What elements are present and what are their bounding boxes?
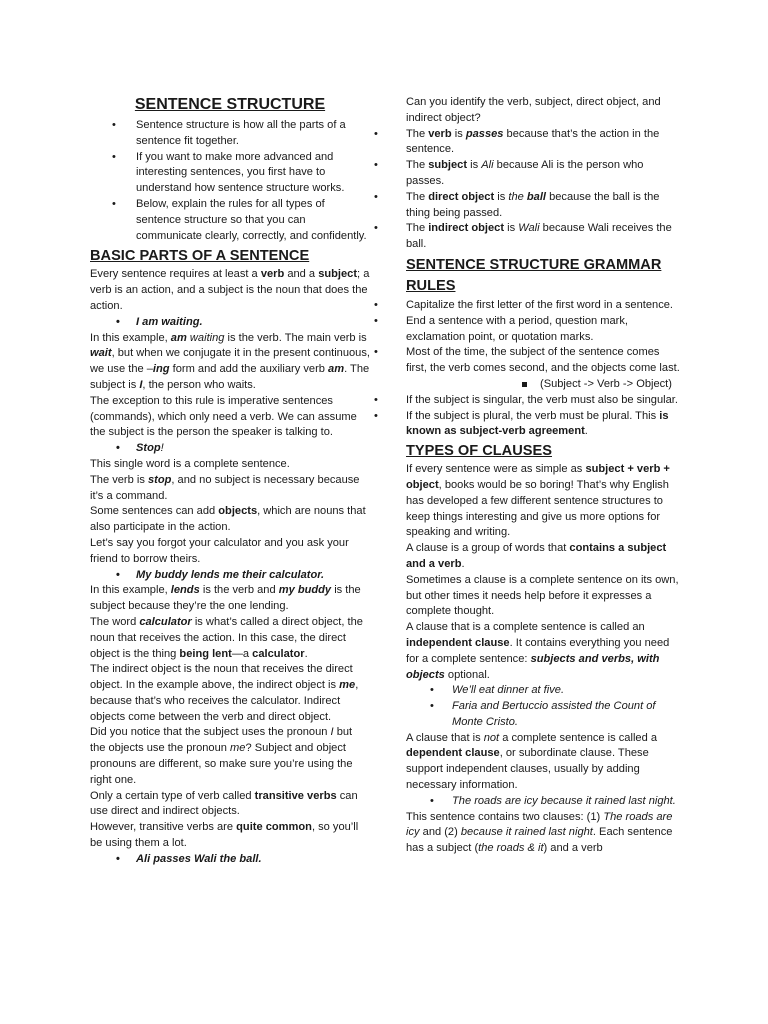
clauses-heading: TYPES OF CLAUSES: [406, 443, 552, 460]
paragraph-common: However, transitive verbs are quite common, so you’ll be using them a lot.: [90, 821, 359, 850]
paragraph-single-word: This single word is a complete sentence.: [90, 457, 290, 470]
paragraph-imperative: The exception to this rule is imperative sentences (commands), which only need a verb. We can assume the subject is the person the speaker is talking to.: [90, 394, 357, 439]
example-stop: • Stop!: [90, 441, 370, 457]
paragraph-two-clauses: This sentence contains two clauses: (1) The roads are icy and (2) because it rained last night. Each sentence has a subject (the roads & it) and a verb: [406, 810, 673, 855]
paragraph-calculator-setup: Let’s say you forgot your calculator and you ask your friend to borrow theirs.: [90, 536, 349, 565]
right-column: [406, 95, 682, 857]
paragraph-lends: In this example, lends is the verb and my buddy is the subject because they’re the one lending.: [90, 584, 361, 613]
intro-list: [90, 118, 370, 244]
rule-word-order: • Most of the time, the subject of the sentence comes first, the verb comes second, and the objects come last.: [374, 345, 682, 377]
paragraph-direct-object: The word calculator is what’s called a direct object, the noun that receives the action. In this case, the direct object is the thing being lent—a calculator.: [90, 615, 363, 660]
paragraph-independent-clause: A clause that is a complete sentence is called an independent clause. It contains everything you need for a complete sentence: subjects and verbs, with objects optional.: [406, 621, 670, 681]
example-i-am-waiting: • I am waiting.: [90, 315, 370, 331]
example-list-3: [90, 568, 370, 584]
paragraph-pronouns: Did you notice that the subject uses the pronoun I but the objects use the pronoun me? Subject and object pronouns are different, so make sure you’re using the right one.: [90, 726, 353, 786]
independent-examples: [406, 683, 682, 730]
answers-list: [374, 127, 682, 253]
paragraph-dependent-clause: A clause that is not a complete sentence is called a dependent clause, or subordinate clause. These support independent clauses, usually by adding necessary information.: [406, 731, 657, 792]
order-note: (Subject -> Verb -> Object): [406, 377, 682, 393]
paragraph-transitive: Only a certain type of verb called transitive verbs can use direct and indirect objects.: [90, 789, 358, 818]
answer-indirect-object: • The indirect object is Wali because Wali receives the ball.: [374, 221, 682, 253]
answer-direct-object: • The direct object is the ball because the ball is the thing being passed.: [374, 190, 682, 222]
rule-capitalize: • Capitalize the first letter of the first word in a sentence.: [374, 298, 682, 314]
answer-verb: • The verb is passes because that’s the action in the sentence.: [374, 127, 682, 159]
rule-plural: • If the subject is plural, the verb must be plural. This is known as subject-verb agreement.: [374, 409, 682, 441]
intro-bullet-1: • Sentence structure is how all the parts of a sentence fit together.: [90, 118, 370, 150]
rule-end-punctuation: • End a sentence with a period, question mark, exclamation point, or quotation marks.: [374, 314, 682, 346]
paragraph-clauses-intro: If every sentence were as simple as subject + verb + object, books would be so boring! That’s why English has developed a few different sentence structures to keep things interesting and give us more options for speaking and writing.: [406, 463, 670, 539]
left-column: [90, 95, 370, 868]
question-intro: Can you identify the verb, subject, direct object, and indirect object?: [406, 96, 661, 124]
paragraph-indirect-object: The indirect object is the noun that receives the direct object. In the example above, the indirect object is me, because that’s who receives the calculator. Indirect objects come between the verb and direct object.: [90, 663, 359, 723]
answer-subject: • The subject is Ali because Ali is the person who passes.: [374, 158, 682, 190]
paragraph-clause-definition: A clause is a group of words that contains a subject and a verb.: [406, 542, 667, 570]
rule-singular: • If the subject is singular, the verb must also be singular.: [374, 393, 682, 409]
paragraph-clause-help: Sometimes a clause is a complete sentence on its own, but other times it needs help before it expresses a complete thought.: [406, 573, 679, 618]
example-list-2: [90, 441, 370, 457]
paragraph-stop-verb: The verb is stop, and no subject is necessary because it’s a command.: [90, 473, 360, 502]
example-list-1: [90, 315, 370, 331]
grammar-rules-heading: SENTENCE STRUCTURE GRAMMAR RULES: [406, 256, 662, 294]
agreement-list: [374, 393, 682, 440]
intro-bullet-3: • Below, explain the rules for all types of sentence structure so that you can communicate clearly, correctly, and confidently.: [90, 197, 370, 244]
paragraph-objects: Some sentences can add objects, which are nouns that also participate in the action.: [90, 505, 366, 534]
example-buddy-lends: • My buddy lends me their calculator.: [90, 568, 370, 584]
example-list-4: [90, 852, 370, 868]
rules-list: [374, 298, 682, 377]
intro-bullet-2: • If you want to make more advanced and interesting sentences, you first have to understand how sentence structure works.: [90, 150, 370, 197]
example-icy-roads: • The roads are icy because it rained last night.: [406, 794, 682, 810]
basic-parts-heading: BASIC PARTS OF A SENTENCE: [90, 248, 310, 265]
dependent-examples: [406, 794, 682, 810]
example-ali-passes: • Ali passes Wali the ball.: [90, 852, 370, 868]
page-title: SENTENCE STRUCTURE: [134, 96, 326, 113]
example-monte-cristo: • Faria and Bertuccio assisted the Count of Monte Cristo.: [406, 699, 682, 731]
example-dinner: • We’ll eat dinner at five.: [406, 683, 682, 699]
paragraph-example-1: In this example, am waiting is the verb. The main verb is wait, but when we conjugate it in the present continuous, we use the –ing form and add the auxiliary verb am. The subject is I, the person who waits.: [90, 331, 370, 391]
paragraph-verb-subject: Every sentence requires at least a verb and a subject; a verb is an action, and a subject is the noun that does the action.: [90, 268, 370, 312]
